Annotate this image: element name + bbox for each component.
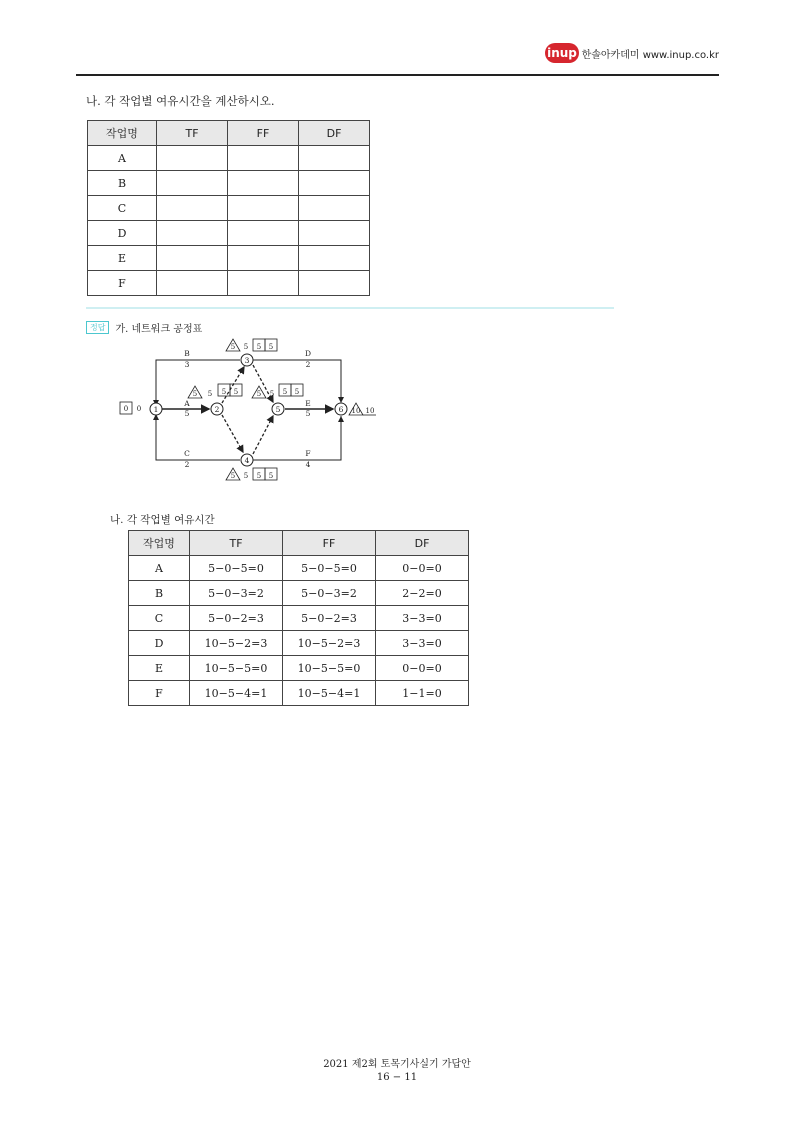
cell: 1−1=0 (376, 681, 469, 706)
node-label: 5 (275, 405, 281, 414)
cell: 3−3=0 (376, 631, 469, 656)
time-value: 5 (243, 343, 249, 351)
arc-c (156, 415, 240, 460)
table-row (129, 656, 469, 681)
col-header: DF (299, 121, 370, 146)
cell: D (129, 631, 190, 656)
time-value: 5 (192, 390, 198, 398)
activity-name: C (184, 449, 190, 458)
row-label: C (88, 196, 157, 221)
cell: C (129, 606, 190, 631)
row-label: E (88, 246, 157, 271)
table-row (88, 221, 370, 246)
time-value: 5 (256, 472, 262, 480)
activity-name: B (184, 349, 190, 358)
time-value: 10 (351, 407, 361, 415)
activity-duration: 2 (184, 460, 190, 469)
activity-name: F (305, 449, 311, 458)
time-value: 5 (230, 472, 236, 480)
row-label: A (88, 146, 157, 171)
table-row (88, 246, 370, 271)
cell: 10−5−4=1 (190, 681, 283, 706)
activity-duration: 4 (305, 460, 311, 469)
cell: B (129, 581, 190, 606)
time-value: 5 (230, 343, 236, 351)
time-value: 5 (256, 343, 262, 351)
brand-text: 한솔아카데미 www.inup.co.kr (581, 50, 719, 61)
time-value: 5 (233, 388, 239, 396)
table-row (88, 146, 370, 171)
node-label: 6 (338, 405, 344, 414)
footer-title: 2021 제2회 토목기사실기 가답안 (323, 1059, 471, 1070)
cell: F (129, 681, 190, 706)
table-row (129, 631, 469, 656)
col-header: TF (190, 531, 283, 556)
float-title: 나. 각 작업별 여유시간 (110, 514, 215, 526)
col-header: FF (283, 531, 376, 556)
activity-name: D (304, 349, 312, 358)
time-value: 5 (269, 390, 275, 398)
arc-b (156, 360, 240, 403)
activity-duration: 3 (184, 360, 190, 369)
arc-f (253, 416, 341, 460)
float-table (128, 530, 469, 706)
inup-logo: inup (545, 43, 579, 63)
cell: 5−0−2=3 (190, 606, 283, 631)
row-label: B (88, 171, 157, 196)
table-row (88, 196, 370, 221)
table-row (88, 171, 370, 196)
answer-heading (86, 320, 202, 335)
time-value: 5 (282, 388, 288, 396)
cell: 0−0=0 (376, 556, 469, 581)
question-table (87, 120, 370, 296)
table-row (88, 271, 370, 296)
answer-badge: 정답 (86, 321, 109, 334)
col-header: FF (228, 121, 299, 146)
time-value: 5 (294, 388, 300, 396)
table-row (129, 606, 469, 631)
cell: 5−0−2=3 (283, 606, 376, 631)
time-value: 5 (243, 472, 249, 480)
cell: 5−0−5=0 (283, 556, 376, 581)
page-number: 16 − 11 (376, 1072, 418, 1083)
col-header: 작업명 (129, 531, 190, 556)
cell: E (129, 656, 190, 681)
network-title: 가. 네트워크 공정표 (115, 324, 203, 335)
time-value: 0 (123, 405, 129, 413)
table-row (129, 556, 469, 581)
cell: 10−5−2=3 (283, 631, 376, 656)
col-header: TF (157, 121, 228, 146)
cell: 10−5−5=0 (283, 656, 376, 681)
activity-name: A (184, 399, 190, 408)
activity-duration: 5 (305, 409, 311, 418)
time-value: 5 (221, 388, 227, 396)
section-divider (86, 307, 614, 309)
node-label: 1 (153, 405, 159, 414)
cell: A (129, 556, 190, 581)
cell: 3−3=0 (376, 606, 469, 631)
col-header: DF (376, 531, 469, 556)
node-label: 2 (214, 405, 220, 414)
table-row (129, 581, 469, 606)
question-text: 나. 각 작업별 여유시간을 계산하시오. (86, 94, 275, 108)
cell: 10−5−4=1 (283, 681, 376, 706)
activity-duration: 5 (184, 409, 190, 418)
col-header: 작업명 (88, 121, 157, 146)
network-diagram (112, 334, 382, 484)
node-label: 4 (244, 456, 250, 465)
activity-name: E (305, 399, 311, 408)
time-value: 5 (256, 390, 262, 398)
page-header (76, 36, 719, 76)
cell: 10−5−2=3 (190, 631, 283, 656)
table-row (129, 681, 469, 706)
dummy-4-5 (253, 416, 273, 454)
row-label: F (88, 271, 157, 296)
time-value: 5 (268, 472, 274, 480)
dummy-2-4 (222, 415, 243, 452)
time-value: 10 (365, 407, 375, 415)
time-value: 0 (136, 405, 142, 413)
cell: 10−5−5=0 (190, 656, 283, 681)
cell: 5−0−5=0 (190, 556, 283, 581)
cell: 0−0=0 (376, 656, 469, 681)
time-value: 5 (207, 390, 213, 398)
cell: 5−0−3=2 (190, 581, 283, 606)
cell: 5−0−3=2 (283, 581, 376, 606)
node-label: 3 (244, 356, 250, 365)
dummy-2-3 (222, 367, 244, 403)
activity-duration: 2 (305, 360, 311, 369)
row-label: D (88, 221, 157, 246)
cell: 2−2=0 (376, 581, 469, 606)
time-value: 5 (268, 343, 274, 351)
